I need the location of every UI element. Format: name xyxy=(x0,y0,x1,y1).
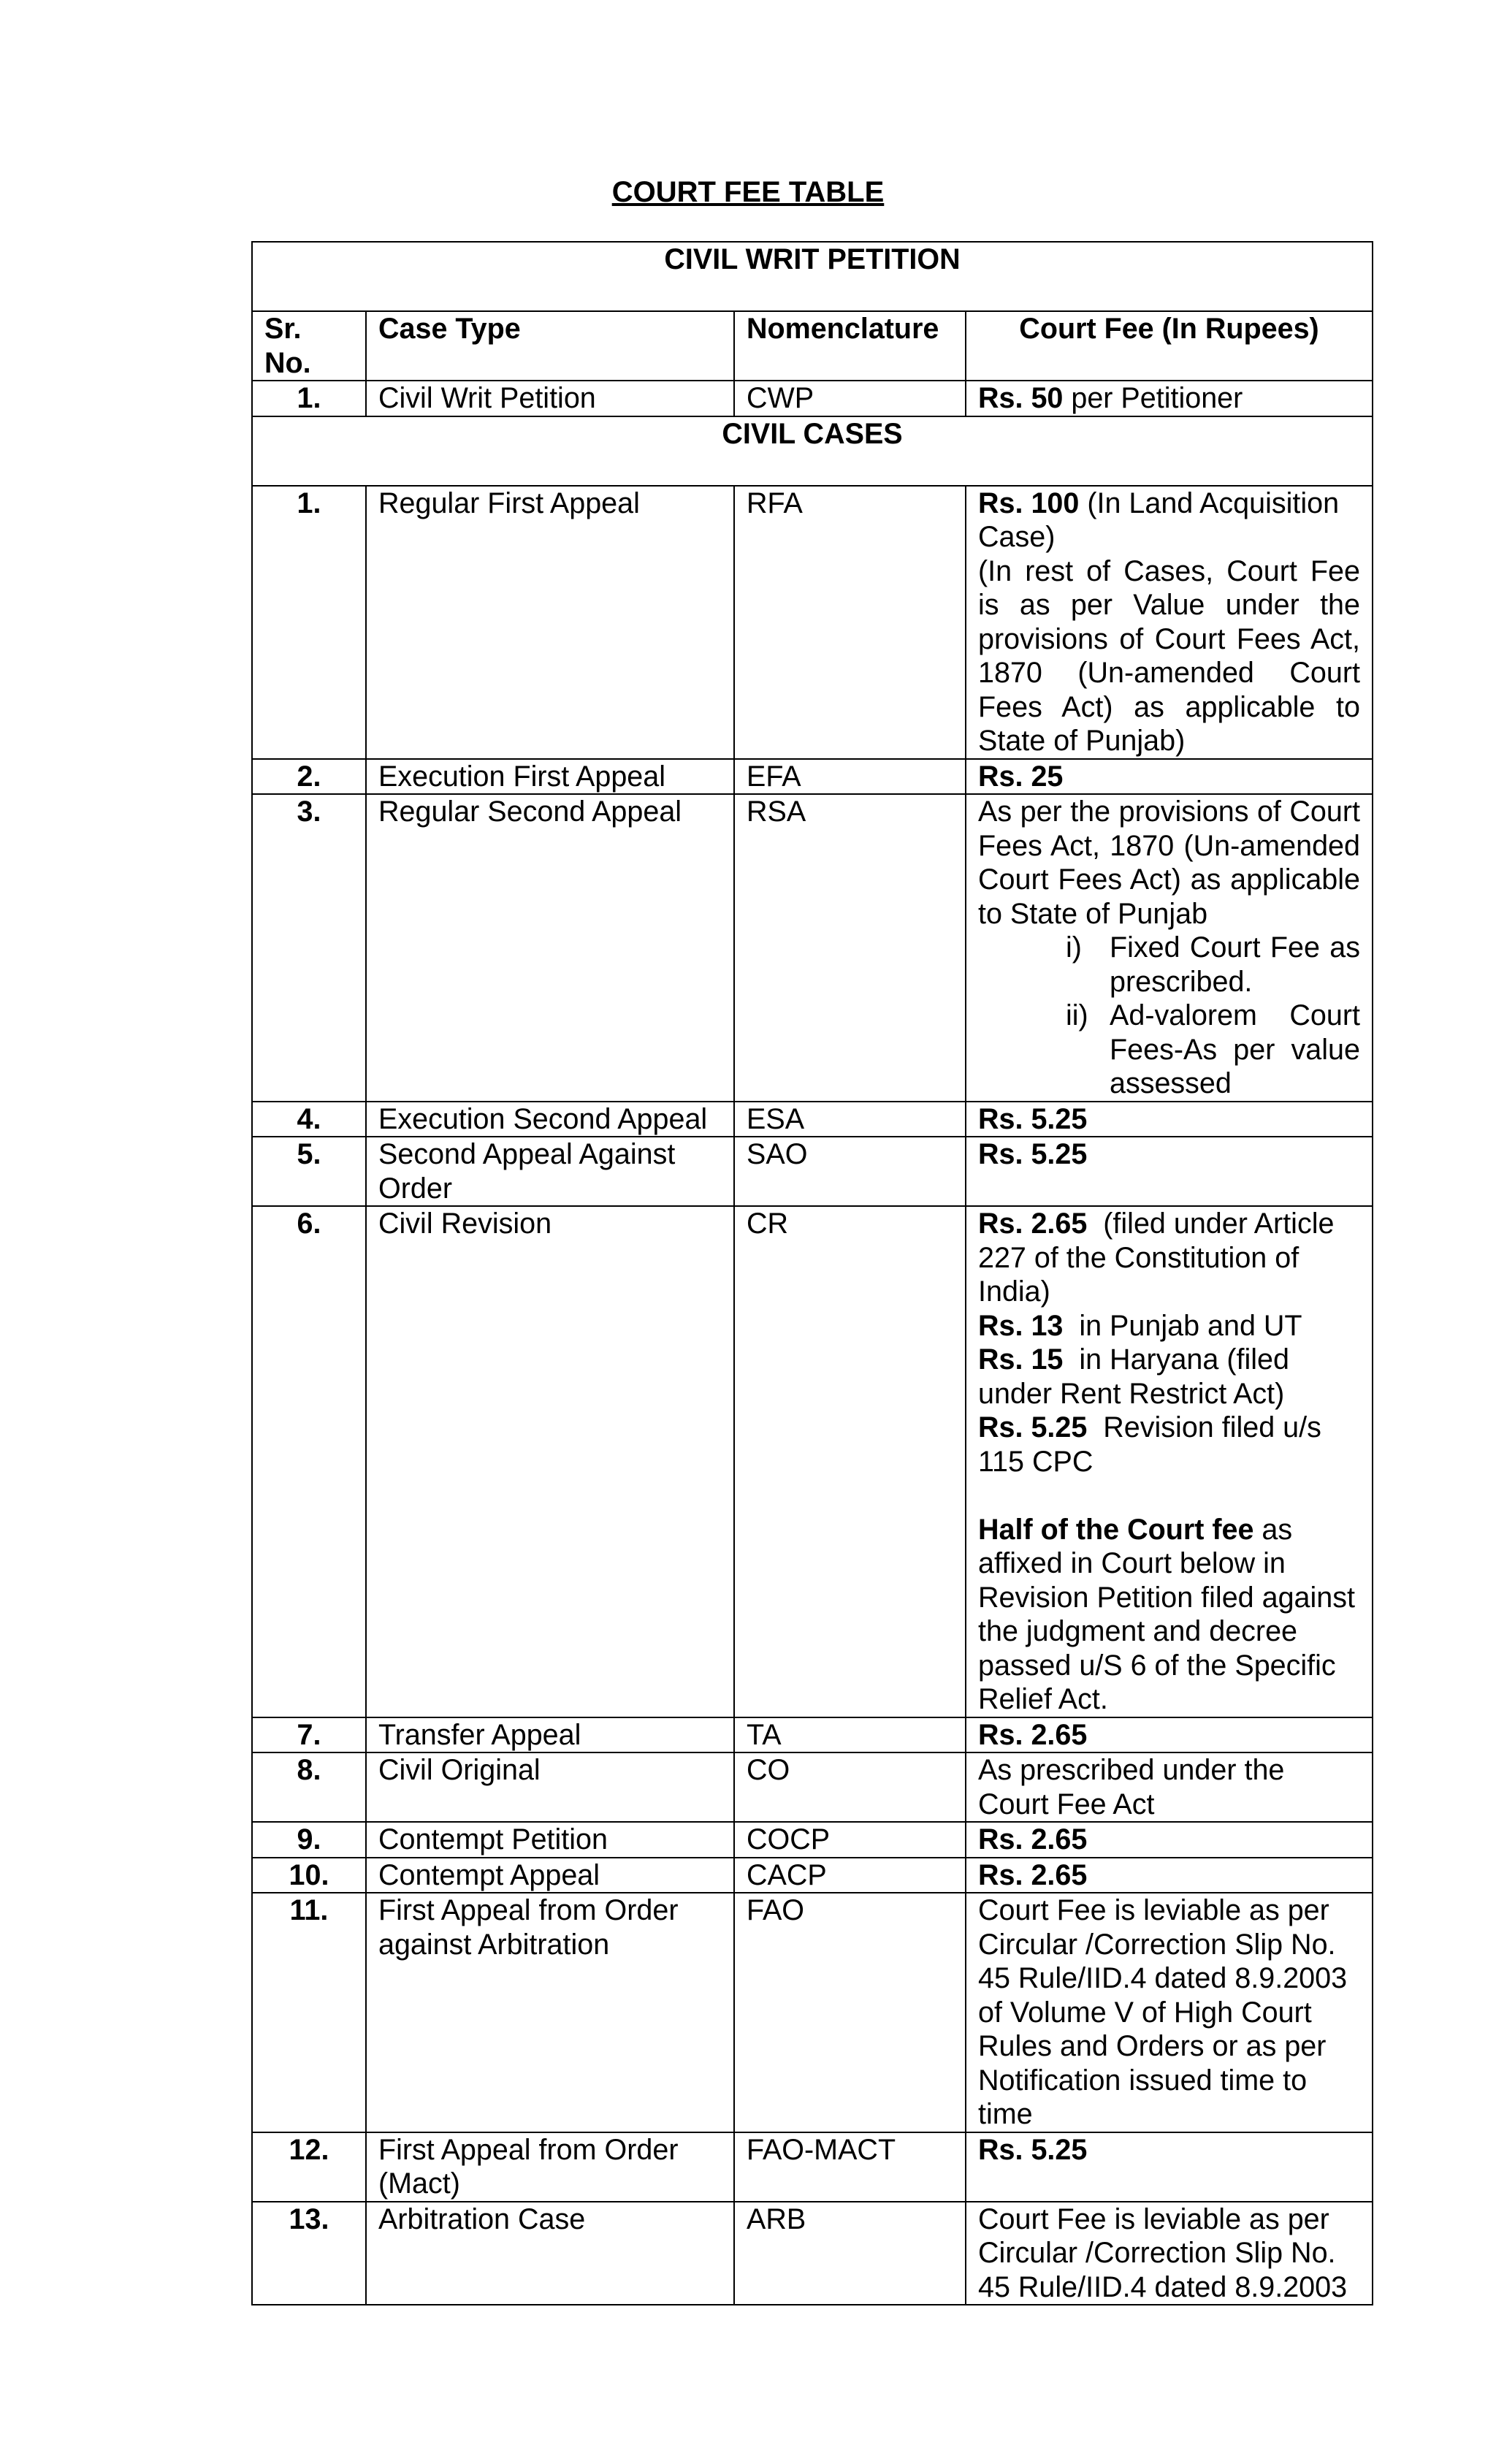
nomenclature-cell: CWP xyxy=(734,381,966,416)
sr-no-cell: 5. xyxy=(252,1137,366,1206)
fee-amount: Rs. 13 xyxy=(978,1309,1064,1342)
case-type-cell: Execution Second Appeal xyxy=(366,1102,734,1137)
sr-no-cell: 3. xyxy=(252,794,366,1102)
court-fee-cell xyxy=(966,1858,1373,1893)
sr-no-cell: 4. xyxy=(252,1102,366,1137)
court-fee-cell xyxy=(966,1206,1373,1717)
nomenclature-cell: CO xyxy=(734,1752,966,1822)
table-row xyxy=(252,2202,1373,2305)
nomenclature-cell: EFA xyxy=(734,759,966,795)
table-row xyxy=(252,1137,1373,1206)
fee-amount: Rs. 25 xyxy=(978,760,1064,793)
fee-text: (In Land Acquisition Case) xyxy=(978,487,1340,553)
case-type-cell: Civil Original xyxy=(366,1752,734,1822)
table-row xyxy=(252,2132,1373,2202)
column-header-sr-no: Sr. No. xyxy=(252,311,366,381)
fee-line xyxy=(978,1207,1360,1309)
fee-line xyxy=(978,487,1360,554)
table-row xyxy=(252,486,1373,759)
court-fee-cell: Court Fee is leviable as per Circular /Correction Slip No. 45 Rule/IID.4 dated 8.9.2003 of Volume V of High Court Rules and Orders or as per Notification issued time to time xyxy=(966,1893,1373,2132)
nomenclature-cell: FAO xyxy=(734,1893,966,2132)
sr-no-cell: 1. xyxy=(252,486,366,759)
case-type-cell: Arbitration Case xyxy=(366,2202,734,2305)
fee-note: (In rest of Cases, Court Fee is as per Value under the provisions of Court Fees Act, 1870 (Un-amended Court Fees Act) as applicable to State of Punjab) xyxy=(978,554,1360,757)
court-fee-cell xyxy=(966,1822,1373,1858)
case-type-cell: Transfer Appeal xyxy=(366,1717,734,1753)
fee-amount: Rs. 2.65 xyxy=(978,1718,1088,1751)
fee-text: in Punjab and UT xyxy=(1063,1309,1302,1342)
nomenclature-cell: RFA xyxy=(734,486,966,759)
fee-text: Revision filed u/s 115 CPC xyxy=(978,1411,1329,1478)
case-type-cell: Regular Second Appeal xyxy=(366,794,734,1102)
table-row xyxy=(252,1206,1373,1717)
section-heading-civil-writ-petition: CIVIL WRIT PETITION xyxy=(252,242,1373,311)
case-type-cell: Civil Revision xyxy=(366,1206,734,1717)
nomenclature-cell: RSA xyxy=(734,794,966,1102)
fee-amount: Rs. 50 xyxy=(978,382,1064,414)
column-header-court-fee: Court Fee (In Rupees) xyxy=(966,311,1373,381)
fee-amount: Rs. 5.25 xyxy=(978,1102,1088,1135)
case-type-cell: Contempt Appeal xyxy=(366,1858,734,1893)
fee-text: As per the provisions of Court Fees Act, 1870 (Un-amended Court Fees Act) as applicable to State of Punjab xyxy=(978,796,1360,930)
table-row xyxy=(252,1102,1373,1137)
sr-no-cell: 8. xyxy=(252,1752,366,1822)
fee-amount: Rs. 2.65 xyxy=(978,1858,1088,1891)
nomenclature-cell: ARB xyxy=(734,2202,966,2305)
table-row xyxy=(252,1822,1373,1858)
section-heading-row xyxy=(252,416,1373,486)
list-item-text: Fixed Court Fee as prescribed. xyxy=(1110,931,1360,998)
sr-no-cell: 7. xyxy=(252,1717,366,1753)
fee-sublist xyxy=(978,931,1360,1101)
case-type-cell: First Appeal from Order against Arbitration xyxy=(366,1893,734,2132)
sr-no-cell: 13. xyxy=(252,2202,366,2305)
spacer xyxy=(978,1479,1360,1513)
sr-no-cell: 10. xyxy=(252,1858,366,1893)
fee-amount: Rs. 5.25 xyxy=(978,1411,1088,1443)
court-fee-cell xyxy=(966,794,1373,1102)
fee-line xyxy=(978,1411,1360,1479)
sr-no-cell: 12. xyxy=(252,2132,366,2202)
fee-amount: Rs. 15 xyxy=(978,1343,1064,1376)
fee-text: as affixed in Court below in Revision Petition filed against the judgment and decree passed u/S 6 of the Specific Relief Act. xyxy=(978,1513,1355,1715)
fee-amount: Rs. 5.25 xyxy=(978,2133,1088,2166)
table-row xyxy=(252,1893,1373,2132)
section-heading-row xyxy=(252,242,1373,311)
case-type-cell: Execution First Appeal xyxy=(366,759,734,795)
fee-text: in Haryana (filed under Rent Restrict Act) xyxy=(978,1343,1297,1410)
nomenclature-cell: TA xyxy=(734,1717,966,1753)
fee-amount: Rs. 5.25 xyxy=(978,1138,1088,1170)
nomenclature-cell: CACP xyxy=(734,1858,966,1893)
case-type-cell: First Appeal from Order (Mact) xyxy=(366,2132,734,2202)
court-fee-cell xyxy=(966,1137,1373,1206)
court-fee-cell xyxy=(966,486,1373,759)
case-type-cell: Civil Writ Petition xyxy=(366,381,734,416)
fee-amount: Half of the Court fee xyxy=(978,1513,1254,1546)
sr-no-cell: 2. xyxy=(252,759,366,795)
table-row xyxy=(252,794,1373,1102)
list-item-number: ii) xyxy=(1066,999,1088,1031)
column-header-nomenclature: Nomenclature xyxy=(734,311,966,381)
case-type-cell: Contempt Petition xyxy=(366,1822,734,1858)
nomenclature-cell: FAO-MACT xyxy=(734,2132,966,2202)
court-fee-cell xyxy=(966,381,1373,416)
page-title: COURT FEE TABLE xyxy=(611,176,885,208)
sr-no-cell: 9. xyxy=(252,1822,366,1858)
court-fee-cell: As prescribed under the Court Fee Act xyxy=(966,1752,1373,1822)
fee-line xyxy=(978,1513,1360,1717)
fee-line xyxy=(978,1309,1360,1343)
fee-amount: Rs. 2.65 xyxy=(978,1823,1088,1855)
table-row xyxy=(252,381,1373,416)
fee-amount: Rs. 2.65 xyxy=(978,1208,1088,1240)
list-item-number: i) xyxy=(1066,931,1082,964)
sr-no-cell: 11. xyxy=(252,1893,366,2132)
case-type-cell: Second Appeal Against Order xyxy=(366,1137,734,1206)
table-row xyxy=(252,1752,1373,1822)
list-item xyxy=(978,999,1360,1101)
court-fee-cell xyxy=(966,1717,1373,1753)
column-header-case-type: Case Type xyxy=(366,311,734,381)
nomenclature-cell: CR xyxy=(734,1206,966,1717)
fee-amount: Rs. 100 xyxy=(978,487,1080,519)
nomenclature-cell: SAO xyxy=(734,1137,966,1206)
court-fee-cell xyxy=(966,1102,1373,1137)
nomenclature-cell: COCP xyxy=(734,1822,966,1858)
fee-text: per Petitioner xyxy=(1063,382,1243,414)
table-row xyxy=(252,1858,1373,1893)
table-row xyxy=(252,1717,1373,1753)
court-fee-table xyxy=(251,241,1373,2305)
table-row xyxy=(252,759,1373,795)
court-fee-cell: Court Fee is leviable as per Circular /Correction Slip No. 45 Rule/IID.4 dated 8.9.2003 xyxy=(966,2202,1373,2305)
fee-text: (filed under Article 227 of the Constitution of India) xyxy=(978,1208,1343,1308)
nomenclature-cell: ESA xyxy=(734,1102,966,1137)
fee-line xyxy=(978,1343,1360,1411)
court-fee-cell xyxy=(966,2132,1373,2202)
list-item xyxy=(978,931,1360,999)
list-item-text: Ad-valorem Court Fees-As per value assessed xyxy=(1110,999,1360,1099)
sr-no-cell: 1. xyxy=(252,381,366,416)
case-type-cell: Regular First Appeal xyxy=(366,486,734,759)
section-heading-civil-cases: CIVIL CASES xyxy=(252,416,1373,486)
court-fee-cell xyxy=(966,759,1373,795)
sr-no-cell: 6. xyxy=(252,1206,366,1717)
column-header-row xyxy=(252,311,1373,381)
